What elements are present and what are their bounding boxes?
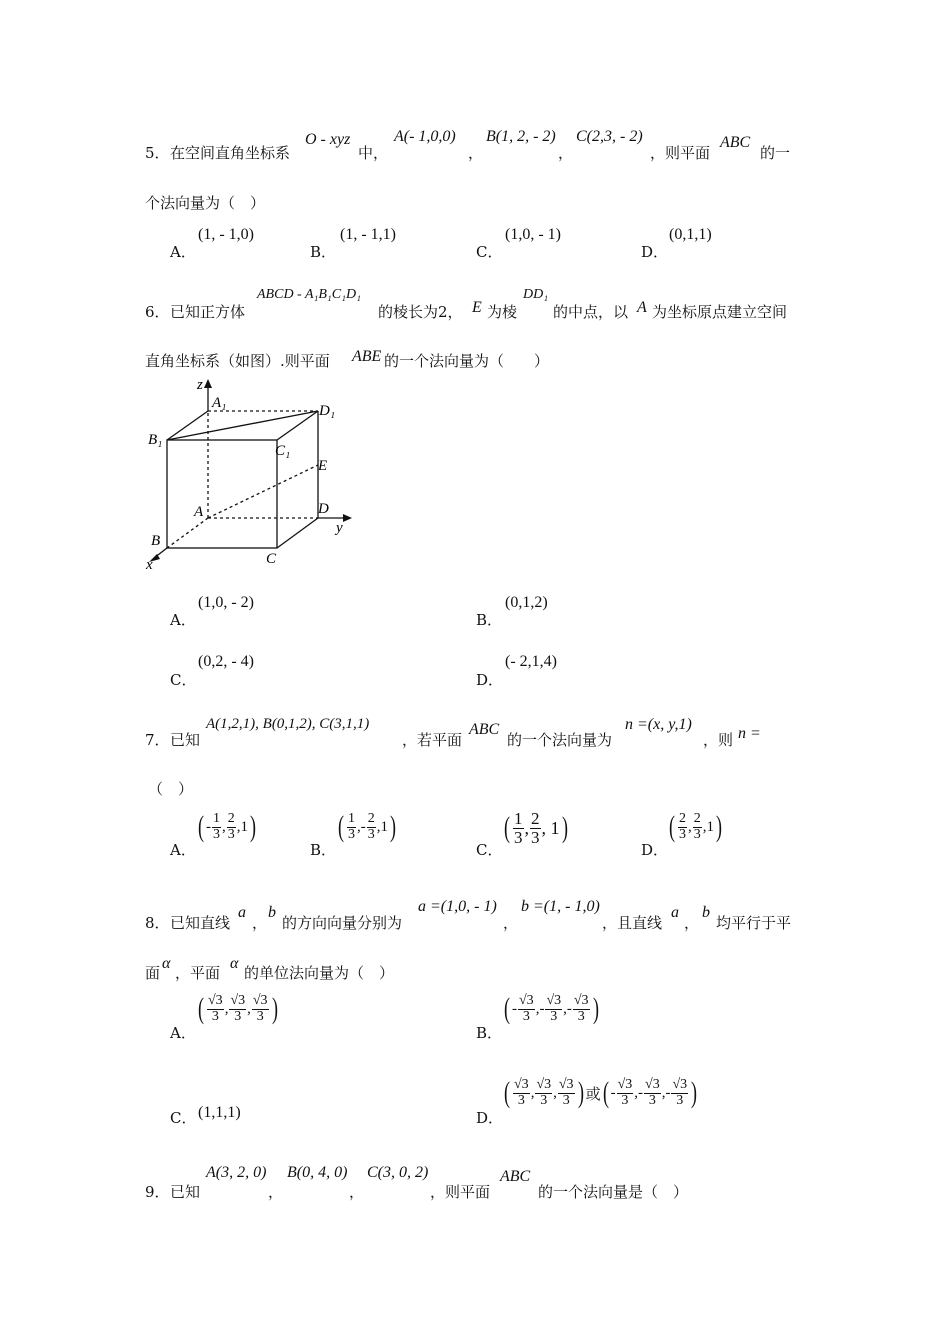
y-axis-arrow xyxy=(343,514,352,522)
q9-sep: ， xyxy=(349,1183,365,1201)
q8-option-d-value[interactable]: ( $\frac{√3}{3}$ , $\frac{√3}{3}$ , $\frac{√3}{3}$ ) 或 ( - $\frac{√3}{3}$ , - $\frac{√3}{3}$ , - $\frac{√3}{3}$ ) xyxy=(504,1076,698,1110)
q8-option-a-value[interactable]: ( $\frac{√3}{3}$ , $\frac{√3}{3}$ , $\frac{√3}{3}$ ) xyxy=(198,992,278,1026)
q9-number: 9． xyxy=(145,1183,170,1201)
q8-number: 8． xyxy=(145,914,170,932)
q7-normal-vector: n =(x, y,1) xyxy=(625,716,692,733)
q6-option-a-value[interactable]: (1,0, - 2) xyxy=(198,594,254,611)
q8-plane-alpha: α xyxy=(230,955,239,972)
q8-text-line2: 面 xyxy=(145,964,161,982)
q6-text: 的棱长为2， xyxy=(378,303,463,321)
q6-point-e: E xyxy=(472,299,482,316)
q8-vector-b: b =(1, - 1,0) xyxy=(521,898,600,915)
q6-cube: ABCD - A₁B₁C₁D₁ xyxy=(257,287,361,302)
q5-coord-system: O - xyz xyxy=(305,131,351,148)
q6-text-line2: 直角坐标系（如图）.则平面 xyxy=(145,352,330,370)
q6-option-b-label[interactable]: B． xyxy=(476,611,503,629)
q6-text: 为棱 xyxy=(487,303,518,321)
q9-point-b: B(0, 4, 0) xyxy=(287,1164,348,1181)
q8-option-a-label[interactable]: A． xyxy=(170,1024,196,1042)
q8-option-c-value[interactable]: (1,1,1) xyxy=(198,1104,241,1121)
q5-sep: ， xyxy=(558,144,574,162)
q7-option-c-value[interactable]: ( $\frac{1}{3}$ , $\frac{2}{3}$ , 1 ) xyxy=(504,809,568,847)
q7-n: n = xyxy=(738,725,761,742)
q8-sep: ， xyxy=(252,914,268,932)
q8-option-b-value[interactable]: ( - $\frac{√3}{3}$ , - $\frac{√3}{3}$ , - $\frac{√3}{3}$ ) xyxy=(504,992,599,1026)
q7-text: ，则 xyxy=(703,731,734,749)
q9-text: ，则平面 xyxy=(430,1183,491,1201)
q6-plane: ABE xyxy=(352,348,382,365)
q7-text: ，若平面 xyxy=(402,731,463,749)
q5-number: 5． xyxy=(145,144,170,162)
label-z: z xyxy=(197,377,203,393)
q7-option-a-label[interactable]: A． xyxy=(170,841,196,859)
label-b1: B₁ xyxy=(148,432,163,448)
q8-text-line2: ，平面 xyxy=(175,964,221,982)
q6-option-c-value[interactable]: (0,2, - 4) xyxy=(198,653,254,670)
cube-edge-hidden xyxy=(167,518,208,548)
q7-text-line2: （ ） xyxy=(148,780,194,798)
q9-point-c: C(3, 0, 2) xyxy=(367,1164,429,1181)
q8-text: 已知直线 xyxy=(170,914,231,932)
q5-point-a: A(- 1,0,0) xyxy=(394,128,456,145)
label-e: E xyxy=(318,458,328,474)
q6-text: 为坐标原点建立空间 xyxy=(652,303,788,321)
cube-front-face xyxy=(167,440,277,548)
q6-option-d-label[interactable]: D． xyxy=(476,671,504,689)
q8-line-b: b xyxy=(268,904,276,921)
q6-option-a-label[interactable]: A． xyxy=(170,611,196,629)
q6-number: 6． xyxy=(145,303,170,321)
cube-figure xyxy=(140,375,370,575)
q5-option-c-value[interactable]: (1,0, - 1) xyxy=(505,226,561,243)
label-b: B xyxy=(151,533,161,549)
q6-option-d-value[interactable]: (- 2,1,4) xyxy=(505,653,557,670)
q8-option-b-label[interactable]: B． xyxy=(476,1024,503,1042)
q9-text: 已知 xyxy=(170,1183,201,1201)
q7-option-d-label[interactable]: D． xyxy=(641,841,669,859)
q9-text: 的一个法向量是（ ） xyxy=(538,1183,689,1201)
q8-line-b: b xyxy=(702,904,710,921)
q8-sep: ， xyxy=(684,914,700,932)
q5-option-c-label[interactable]: C． xyxy=(476,243,503,261)
q5-option-b-label[interactable]: B． xyxy=(310,243,337,261)
q5-option-a-value[interactable]: (1, - 1,0) xyxy=(198,226,254,243)
q5-plane: ABC xyxy=(720,134,751,151)
q7-text: 已知 xyxy=(170,731,201,749)
q5-option-d-value[interactable]: (0,1,1) xyxy=(669,226,712,243)
label-y: y xyxy=(336,520,343,536)
q5-text: 在空间直角坐标系 xyxy=(170,144,291,162)
q7-option-d-value[interactable]: ( $\frac{2}{3}$ , $\frac{2}{3}$ ,1 ) xyxy=(669,810,722,844)
q5-point-b: B(1, 2, - 2) xyxy=(486,128,556,145)
q6-option-b-value[interactable]: (0,1,2) xyxy=(505,594,548,611)
label-c1: C₁ xyxy=(275,443,291,459)
q5-point-c: C(2,3, - 2) xyxy=(576,128,643,145)
q6-text: 的中点，以 xyxy=(553,303,629,321)
q6-text-line2: 的一个法向量为（ ） xyxy=(384,352,550,370)
q8-plane-alpha: α xyxy=(162,955,171,972)
label-d: D xyxy=(318,501,329,517)
q5-option-d-label[interactable]: D． xyxy=(641,243,669,261)
label-c: C xyxy=(266,551,277,567)
q5-text-line2: 个法向量为（ ） xyxy=(145,194,266,212)
q6-edge: DD₁ xyxy=(523,287,549,302)
q7-number: 7． xyxy=(145,731,170,749)
q8-option-c-label[interactable]: C． xyxy=(170,1109,197,1127)
segment-a-e xyxy=(208,465,318,518)
q5-text: 的一 xyxy=(760,144,791,162)
q5-text: ，则平面 xyxy=(650,144,711,162)
q7-plane: ABC xyxy=(469,721,500,738)
q7-option-c-label[interactable]: C． xyxy=(476,841,503,859)
q8-text: 的方向向量分别为 xyxy=(282,914,403,932)
q8-sep: ， xyxy=(503,914,519,932)
q5-sep: ， xyxy=(468,144,484,162)
q7-option-a-value[interactable]: ( - $\frac{1}{3}$ , $\frac{2}{3}$ ,1 ) xyxy=(198,810,256,844)
q6-text: 已知正方体 xyxy=(170,303,246,321)
q7-option-b-label[interactable]: B． xyxy=(310,841,337,859)
label-d1: D₁ xyxy=(319,403,336,419)
q8-text-line2: 的单位法向量为（ ） xyxy=(244,964,395,982)
q8-line-a: a xyxy=(671,904,679,921)
q5-option-a-label[interactable]: A． xyxy=(170,243,196,261)
q8-text: ，且直线 xyxy=(602,914,663,932)
q6-point-a: A xyxy=(637,299,647,316)
q8-text: 均平行于平 xyxy=(716,914,792,932)
q9-plane: ABC xyxy=(500,1168,531,1185)
q9-sep: ， xyxy=(268,1183,284,1201)
label-a: A xyxy=(194,504,204,520)
q6-option-c-label[interactable]: C． xyxy=(170,671,197,689)
q5-option-b-value[interactable]: (1, - 1,1) xyxy=(340,226,396,243)
diagonal-b1-d1 xyxy=(167,411,318,440)
q8-vector-a: a =(1,0, - 1) xyxy=(418,898,497,915)
q8-line-a: a xyxy=(238,904,246,921)
q9-point-a: A(3, 2, 0) xyxy=(206,1164,267,1181)
cube-edge xyxy=(277,518,318,548)
q7-points: A(1,2,1), B(0,1,2), C(3,1,1) xyxy=(206,716,370,732)
q7-text: 的一个法向量为 xyxy=(507,731,613,749)
z-axis-arrow xyxy=(204,379,212,388)
label-x: x xyxy=(146,557,153,573)
q8-option-d-label[interactable]: D． xyxy=(476,1109,504,1127)
label-a1: A₁ xyxy=(212,395,227,411)
q5-text: 中， xyxy=(358,144,389,162)
q8-or: 或 xyxy=(585,1084,601,1103)
q7-option-b-value[interactable]: ( $\frac{1}{3}$ ,- $\frac{2}{3}$ ,1 ) xyxy=(338,810,396,844)
